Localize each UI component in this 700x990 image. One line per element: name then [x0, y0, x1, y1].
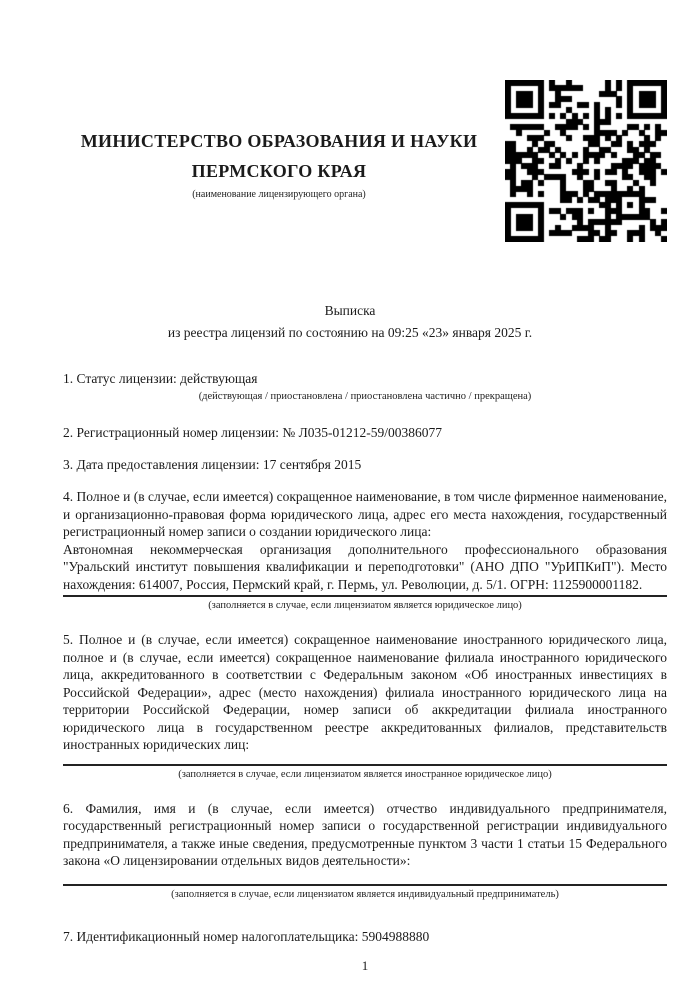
taxpayer-id: 7. Идентификационный номер налогоплательщика: 5904988880 — [63, 928, 430, 944]
document-title — [0, 300, 700, 344]
ministry-name — [63, 126, 495, 186]
ministry-subtitle: (наименование лицензирующего органа) — [192, 189, 366, 200]
legal-entity-fill-line — [63, 595, 667, 597]
document-body — [0, 370, 700, 974]
legal-entity-answer: Автономная некоммерческая организация дополнительного профессионального образования "Уральский институт повышения квалификации и переподготовки" (АНО ДПО "УрИПКиП"). Место нахождения: 614007, Россия, Пермский край, г. Пермь, ул. Революции, д. 5/1. ОГРН: 1125900001182. — [63, 541, 667, 592]
foreign-entity-answer — [63, 754, 667, 762]
document-title-line2: из реестра лицензий по состоянию на 09:25 «23» января 2025 г. — [167, 325, 533, 340]
document-header — [0, 0, 700, 242]
legal-entity-question: 4. Полное и (в случае, если имеется) сокращенное наименование, в том числе фирменное наименование, и организационно-правовая форма юридического лица, адрес его места нахождения, государственный регистрационный номер записи о создании юридического лица: — [63, 489, 667, 539]
qr-code-container — [505, 80, 667, 242]
document-title-line1: Выписка — [324, 303, 376, 318]
entrepreneur-answer-space — [63, 870, 667, 882]
licensing-authority-block — [63, 80, 495, 200]
license-registration-number: 2. Регистрационный номер лицензии: № Л035-01212-59/00386077 — [63, 425, 443, 440]
foreign-entity-note: (заполняется в случае, если лицензиатом является иностранное юридическое лицо) — [178, 768, 552, 780]
license-status-note: (действующая / приостановлена / приостановлена частично / прекращена) — [198, 391, 532, 402]
qr-code — [505, 80, 667, 242]
legal-entity-note: (заполняется в случае, если лицензиатом является юридическое лицо) — [208, 600, 522, 611]
license-grant-date: 3. Дата предоставления лицензии: 17 сентября 2015 — [63, 457, 362, 472]
entrepreneur-note: (заполняется в случае, если лицензиатом является индивидуальный предприниматель) — [171, 888, 559, 900]
license-status: 1. Статус лицензии: действующая — [63, 371, 258, 386]
ministry-name-line2: ПЕРМСКОГО КРАЯ — [191, 161, 367, 181]
ministry-name-line1: МИНИСТЕРСТВО ОБРАЗОВАНИЯ И НАУКИ — [80, 131, 478, 151]
foreign-entity-fill-line — [63, 764, 667, 766]
entrepreneur-question: 6. Фамилия, имя и (в случае, если имеется) отчество индивидуального предпринимателя, государственный регистрационный номер записи о государственной регистрации индивидуального предпринимателя, а также иные сведения, предусмотренные пунктом 3 части 1 статьи 15 Федерального закона «О лицензировании отдельных видов деятельности»: — [63, 800, 667, 868]
page-number: 1 — [361, 957, 369, 973]
entrepreneur-fill-line — [63, 884, 667, 886]
foreign-entity-question: 5. Полное и (в случае, если имеется) сокращенное наименование иностранного юридического лица, полное и (в случае, если имеется) сокращенное наименование филиала иностранного юридического лица, аккредитованного в соответствии с Федеральным законом «Об иностранных инвестициях в Российской Федерации», адрес (место нахождения) филиала иностранного юридического лица на территории Российской Федерации, номер записи об аккредитации филиала иностранного юридического лица в государственном реестре аккредитованных филиалов, представительств иностранных юридических лиц: — [63, 632, 667, 752]
